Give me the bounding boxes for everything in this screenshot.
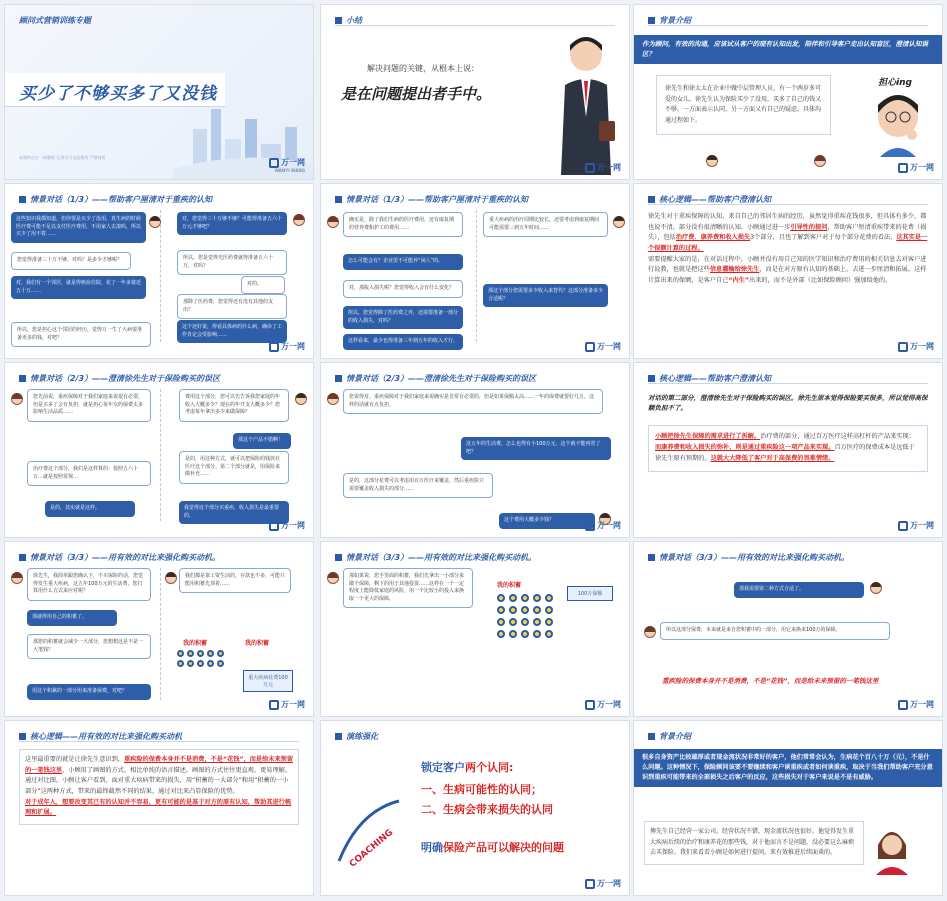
slide-header: 情景对话（1/3）——帮助客户厘清对于重疾的认知 [19,194,212,205]
savings-label: 我的积蓄 [497,582,522,589]
brand-logo: 万一网 [585,341,621,352]
slide-header: 情景对话（3/3）——用有效的对比来强化购买动机。 [335,552,536,563]
slide-header: 核心逻辑——用有效的对比来强化购买动机 [19,731,182,742]
avatar-woman [293,214,305,226]
chat-bubble: 所以，您觉得除了医药费之外，还需要准备一部分的收入损失，对吗？ [343,306,463,329]
brand-logo: 万一网 [898,699,934,710]
practice-line-2: 一、生病可能性的认同； [421,783,542,796]
chat-bubble: 那您的积蓄就会减少一大部分，您想想这是不是一大笔钱？ [27,634,151,659]
background-body: 徐先生和徐太太在企业中做中层管理人员，有一个两岁多可爱的女儿，徐先生认为保险买少了没用，买多了自己的钱又不够。一方面表示认同，另一方面又有自己的疑虑。具体沟通过程如下。 [656,75,831,135]
chat-bubble: 怎么可能会有？企业里不可能养“闲人”的。 [343,254,463,270]
header-divider [648,25,928,26]
summary-line-2: 是在问题提出者手中。 [341,85,492,103]
intro-text: 对话的第二部分，澄清徐先生对于保险购买的误区。徐先生原本觉得保险要买很多，所以觉得高保额负担不了。 [648,394,928,413]
chat-bubble: 这样看来，最少也得准备三年到五年的收入才行。 [343,334,463,350]
background-body: 傅先生自己经营一家公司，经营状况不错，现金流状况也很好。他觉得发生重大疾病后续的治疗和康养花的那些钱，对于他而言不是问题，没必要这么麻烦去买保险。我们来看看小顾是如何进行提问，来有效推进后续面谈的。 [644,821,864,865]
avatar-man [149,216,161,228]
slide-cover[interactable] [4,4,314,180]
avatar-woman [814,155,826,167]
slide-header: 情景对话（1/3）——帮助客户厘清对于重疾的认知 [335,194,528,205]
column-divider [160,210,161,342]
avatar-woman [327,572,339,584]
chat-bubble: 这个费用大概多少钱？ [499,513,595,529]
chat-bubble: 重大疾病的治疗周期比较长，还要考虑到康复期间可能需要三到五年时间…… [483,212,608,237]
chat-bubble: 治疗费这个部分，我们是这样算的：按照五六十万…就是按照常规… [27,461,151,486]
chat-bubble: 对，那收入损失呢？您觉得收入会有什么变化？ [343,280,463,298]
slide-header: 情景对话（2/3）——澄清徐先生对于保险购买的误区 [335,373,536,384]
chat-bubble: 我们都是靠工资生活的，存款也不多，可能只能用积蓄先顶着…… [179,568,291,593]
coverage-box: 100万保额 [567,586,613,601]
avatar-man [613,216,625,228]
header-divider [648,383,928,384]
column-divider [160,389,161,521]
slide-practice[interactable] [320,720,630,896]
banner: 很多自身资产比较雄厚或者现金流状况非常好的客户，他们常常会认为，生病花个百八十万（元），不是什么问题。这种情况下，保险顾问该要不要继续和客户谈重疾或者如何谈重疾，取决于当我们帮助客户充分意识到重疾可能带来的全部损失之后客户的反应，这些损失对于客户来说是不是有威胁。 [634,749,942,787]
slide-dialogue-3c[interactable] [633,541,943,717]
slide-core-logic-1[interactable] [633,183,943,359]
slide-header: 情景对话（3/3）——用有效的对比来强化购买动机。 [648,552,849,563]
businessman-icon [551,25,621,175]
chat-bubble: 费用这个部分，您可以先告诉我您家庭的年收入大概多少？现在的年开支大概多少？您考虑每年拿出多少来做保障？ [179,389,289,422]
chat-bubble: 那这个产品不错啊！ [233,433,291,449]
avatar-woman [11,572,23,584]
series-title: 顾问式营销训练专题 [19,16,91,25]
slide-header: 小结 [335,15,362,26]
slide-dialogue-1a[interactable] [4,183,314,359]
chat-bubble: 对，我们有一个邻居，就是得癌症住院，花了一年多接近五十万…… [11,276,146,299]
core-logic-text: 小顾把徐先生保障的需求进行了拆解。治疗费的部分，通过百万医疗这样高杠杆的产品来实现；而康养费和收入损失的弥补，则是通过重疾险这一项产品来实现。百万医疗的保费成本是远低于徐先生原有预期的。这就大大降低了客户对于高保费的畏难情绪。 [648,425,928,472]
brand-logo: 万一网 [269,520,305,531]
savings-dots [177,650,224,667]
chat-bubble: 那除了医药费，您觉得还有没有其他的支出？ [177,294,287,319]
core-logic-text: 这里最重要的就是让徐先生意识到，重疾险的保费本身并不是消费，不是“花钱”，而是给未来预留的一笔钱这里，小顾用了画图的方式，相比单纯的语言描述，画图的方式往往更直观、更易理解。通过对比图，小顾让客户看到，面对重大疾病带来的损失，用“积蓄的一大部分”和用“积蓄的一小部分”这两种方式，带来的最终截然不同的结果，通过对比来凸显保险的优势。 对于成年人，想要改变其已有的认知并不容易，更有可能的是基于对方的原有认知，帮助其进行梳理和扩展。 [19,749,299,825]
slide-header: 背景介绍 [648,731,691,742]
illness-cost-box: 重大疾病花费100万元 [243,670,293,692]
avatar-man [706,155,718,167]
worry-label: 担心ing [878,78,912,88]
chat-bubble: 所以，您是觉得光医药费就得准备五六十万，对吗？ [177,250,287,275]
brand-logo: 万一网 [585,162,621,173]
practice-line-4: 明确保险产品可以解决的问题 [421,841,564,854]
chat-bubble: 对，您觉得三十万够不够？可能得准备五六十万元才够吧？ [177,212,287,235]
slide-core-logic-2[interactable] [633,362,943,538]
chat-bubble: 这些知识我都知道，但你要是买少了没用，真生病的时候医疗费可能不足以支付医疗费用，不用家人去凑吗，所以买少了用不着…… [11,212,146,243]
slide-core-logic-3[interactable] [4,720,314,896]
chat-bubble: 是的，其实就是这样。 [45,501,135,517]
savings-label: 我的积蓄 [245,640,270,647]
slide-header: 核心逻辑——帮助客户澄清认知 [648,194,771,205]
chat-bubble: 徐先生，我简单跟您确认下，不买保险的话，您觉得发生重大疾病，这五年100万元的生活费，您打算用什么方式来应对呢？ [27,568,151,601]
slide-dialogue-1b[interactable] [320,183,630,359]
key-quote: 重疾险的保费本身并不是消费，不是“花钱”，而是给未来预留的一笔钱这里 [662,677,879,685]
slide-header: 背景介绍 [648,15,691,26]
brand-logo: 万一网 WANYI WANG [269,157,305,173]
chat-bubble: 所以这部分保费，本来就是来自您积蓄中的一部分，用它来换来100万的保障。 [660,622,890,640]
summary-line-1: 解决问题的关键，从根本上说： [367,64,479,73]
slide-header: 演练强化 [335,731,378,742]
brand-logo: 万一网 [269,699,305,710]
chat-bubble: 确实是，除了我们生病的医疗费用，还有康复期的营养费和护工的费用…… [343,212,463,237]
worried-boy-icon [868,87,928,157]
brand-logo: 万一网 [585,520,621,531]
cover-note: 本课件由万一网整理 仅供学习交流使用 严禁商用 [19,155,106,160]
chat-bubble: 那如果说，您手里面的积蓄，我们先拿出一小部分来做个保障，剩下的用于其他投资……这样在一个一定程度上能降低家庭的风险，用一个比较小的投入来换取一个更大的保障。 [343,568,473,608]
avatar-woman [644,626,656,638]
practice-line-3: 二、生病会带来损失的认同 [421,803,553,816]
brand-logo: 万一网 [898,520,934,531]
practice-line-1: 锁定客户两个认同: [421,761,514,774]
slide-dialogue-3b[interactable] [320,541,630,717]
chat-bubble: 这五年的生活费，怎么也得有小100万元，这个就不能再省了吧？ [461,437,611,460]
brand-logo: 万一网 [585,699,621,710]
avatar-man [165,572,177,584]
banner: 作为顾问，有效的沟通，应该试从客户的现有认知出发，陪伴和引导客户走出认知盲区，澄清认知误区？ [634,35,942,64]
chat-bubble: 我觉得这个部分买重疾、收入损失是最重要的。 [179,501,289,524]
avatar-man [870,582,882,594]
brand-logo: 万一网 [898,162,934,173]
brand-logo: 万一网 [585,878,621,889]
slide-dialogue-2a[interactable] [4,362,314,538]
coaching-whistle-icon [329,791,409,871]
savings-dots [497,594,553,638]
savings-label: 我的积蓄 [183,640,208,647]
chat-bubble: 您先前说，重疾保障对于我们家庭来说很有必要，但是买多了会有负担，就是担心每年交的保费太多影响生活品质…… [27,389,151,422]
cover-title: 买少了不够买多了又没钱 [19,84,217,104]
slide-background[interactable] [633,4,943,180]
avatar-man [295,393,307,405]
chat-bubble: 您觉得准备三十万不够，对吗？是多少才够呢？ [11,252,131,270]
woman-avatar-icon [872,825,912,875]
chat-bubble: 那就得用自己的积蓄了。 [27,610,117,626]
slide-header: 核心逻辑——帮助客户澄清认知 [648,373,771,384]
header-divider [648,204,928,205]
chat-bubble: 您说得对，重疾保障对于我们家庭来说确实是非常有必要的，但是如果保额太高……一年的保费就要好几万，这样的话就有点负担。 [343,389,603,414]
brand-logo: 万一网 [898,341,934,352]
chat-bubble: 对的。 [241,276,285,294]
chat-bubble: 那我需要第二种方式合适了。 [734,582,864,598]
chat-bubble: 所以，您是担心这个邻居的经历，觉得万一生了大病要准备更多的钱，对吧？ [11,322,151,347]
avatar-woman [327,393,339,405]
chat-bubble: 这个还好说，得看具体病的什么病，确诊了工作肯定会受影响…… [177,320,287,343]
chat-bubble: 那这个部分您需要多少收入来替代？这部分准备多少合适呢？ [483,284,608,307]
slide-summary[interactable] [320,4,630,180]
slide-dialogue-2b[interactable] [320,362,630,538]
slide-dialogue-3a[interactable] [4,541,314,717]
chat-bubble: 是的，用这种方式，就可以把保险的钱放在医疗这个部分。第二个部分就是，用保险来做补充…… [179,451,289,484]
column-divider [476,210,477,342]
column-divider [160,568,161,700]
avatar-woman [327,216,339,228]
slide-background-2[interactable] [633,720,943,896]
slide-header: 情景对话（3/3）——用有效的对比来强化购买动机。 [19,552,220,563]
core-logic-text: 徐先生对于重疾保障的认知，来自自己的邻居生病的经历，虽然觉得重疾花钱很多，但具体有多少，都也说不清，部分没有很清晰的认知。小顾通过进一步引导性的提问，帮助客户厘清重疾带来的花费（损失），包括治疗费、康养费和收入损失3个部分，且也了解到客户对于每个部分花费的看法，这其实是一个保额计算的过程。 需要提醒大家的是，在对话过程中，小顾并没有用自己知的医学知识和治疗费用的相关信息去对客户进行说教，也就是把这些信息灌输给徐先生，而是在对方原有认知的基础上，去进一步厘清和拓展。这样计算出来的保额，是客户自己“内生”出来的，而不是外部（比如保险顾问）强加给他的。 [648,213,928,284]
chat-bubble: 是的，这部分花费可以考虑用百万医疗来覆盖，然后重疾险只需要覆盖收入损失的部分…… [343,473,493,498]
brand-logo: 万一网 [269,341,305,352]
chat-bubble: 用这个积累的一部分用来准备保费，对吧？ [27,684,151,700]
slide-header: 情景对话（2/3）——澄清徐先生对于保险购买的误区 [19,373,220,384]
header-divider [19,741,299,742]
coaching-tag: COACHING [347,827,396,870]
avatar-woman [11,393,23,405]
